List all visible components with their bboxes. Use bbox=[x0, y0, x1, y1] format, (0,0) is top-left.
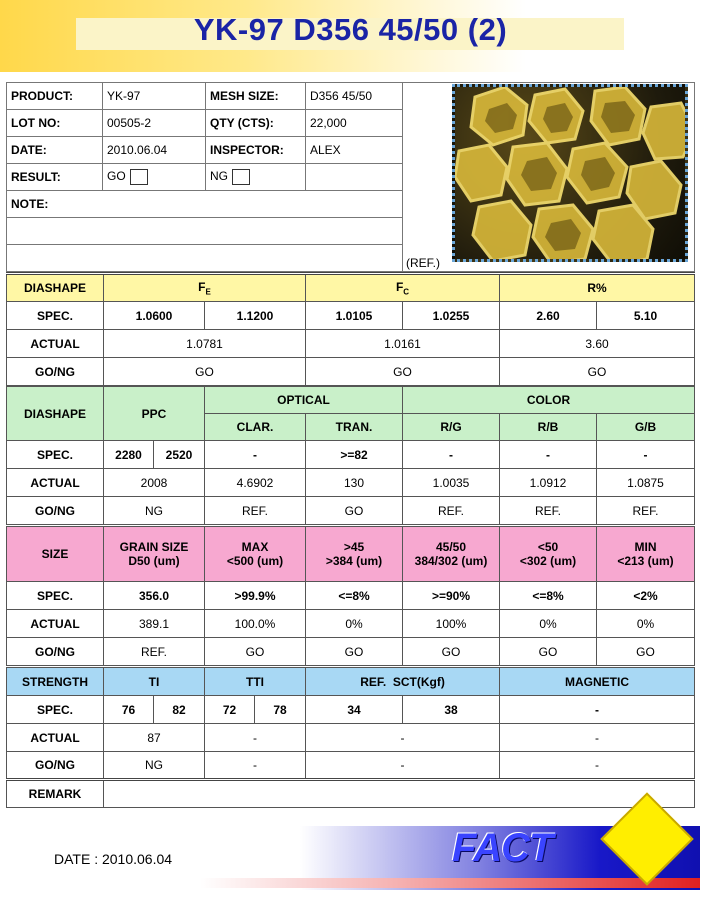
spec-value: >=82 bbox=[306, 441, 403, 469]
spec-value: 2520 bbox=[154, 441, 205, 469]
gong-value: NG bbox=[104, 497, 205, 525]
gong-value: - bbox=[306, 752, 500, 780]
diashape-header: DIASHAPE bbox=[7, 274, 104, 302]
gong-value: GO bbox=[403, 638, 500, 666]
actual-value: 1.0035 bbox=[403, 469, 500, 497]
spec-value: 2.60 bbox=[500, 302, 597, 330]
actual-value: 4.6902 bbox=[205, 469, 306, 497]
spec-value: 1.0105 bbox=[306, 302, 403, 330]
min-header: MIN <213 (um) bbox=[597, 527, 695, 582]
spec-value: 2280 bbox=[104, 441, 154, 469]
spec-value: - bbox=[205, 441, 306, 469]
note-line[interactable] bbox=[7, 245, 403, 272]
actual-value: 3.60 bbox=[500, 330, 695, 358]
gong-value: GO bbox=[500, 358, 695, 386]
actual-label: ACTUAL bbox=[7, 469, 104, 497]
gong-value: REF. bbox=[500, 497, 597, 525]
spec-value: 5.10 bbox=[597, 302, 695, 330]
inspector-label: INSPECTOR: bbox=[206, 137, 306, 164]
gong-value: NG bbox=[104, 752, 205, 780]
actual-value: - bbox=[205, 724, 306, 752]
max-header: MAX <500 (um) bbox=[205, 527, 306, 582]
fact-logo: FACT bbox=[452, 826, 553, 870]
note-line[interactable] bbox=[7, 218, 403, 245]
remark-field[interactable] bbox=[104, 780, 695, 808]
optical-header: OPTICAL bbox=[205, 387, 403, 414]
rg-header: R/G bbox=[403, 414, 500, 441]
actual-value: 389.1 bbox=[104, 610, 205, 638]
spec-label: SPEC. bbox=[7, 302, 104, 330]
mesh-label: MESH SIZE: bbox=[206, 83, 306, 110]
actual-value: - bbox=[306, 724, 500, 752]
actual-value: 1.0912 bbox=[500, 469, 597, 497]
gong-value: REF. bbox=[403, 497, 500, 525]
strength-header: STRENGTH bbox=[7, 668, 104, 696]
spec-value: 356.0 bbox=[104, 582, 205, 610]
spec-value: >99.9% bbox=[205, 582, 306, 610]
actual-value: 87 bbox=[104, 724, 205, 752]
mesh-45-50-header: 45/50 384/302 (um) bbox=[403, 527, 500, 582]
spec-value: >=90% bbox=[403, 582, 500, 610]
spec-value: <2% bbox=[597, 582, 695, 610]
actual-value: 1.0161 bbox=[306, 330, 500, 358]
remark-label: REMARK bbox=[7, 780, 104, 808]
spec-value: - bbox=[597, 441, 695, 469]
sct-header: REF. SCT(Kgf) bbox=[306, 668, 500, 696]
diamond-crystals-photo bbox=[452, 84, 688, 262]
magnetic-header: MAGNETIC bbox=[500, 668, 695, 696]
actual-value: 1.0781 bbox=[104, 330, 306, 358]
spec-value: - bbox=[403, 441, 500, 469]
spec-label: SPEC. bbox=[7, 582, 104, 610]
gong-value: GO bbox=[306, 497, 403, 525]
diashape-header: DIASHAPE bbox=[7, 387, 104, 441]
gong-value: - bbox=[205, 752, 306, 780]
gb-header: G/B bbox=[597, 414, 695, 441]
crystal-image bbox=[455, 87, 687, 261]
result-go bbox=[103, 164, 206, 191]
mesh-value: D356 45/50 bbox=[306, 83, 403, 110]
qty-label: QTY (CTS): bbox=[206, 110, 306, 137]
spec-value: <=8% bbox=[500, 582, 597, 610]
gong-value: REF. bbox=[597, 497, 695, 525]
actual-value: 0% bbox=[597, 610, 695, 638]
size-distribution-table bbox=[6, 526, 695, 666]
actual-value: - bbox=[500, 724, 695, 752]
spec-value: 34 bbox=[306, 696, 403, 724]
spec-value: 1.0255 bbox=[403, 302, 500, 330]
gong-label: GO/NG bbox=[7, 638, 104, 666]
qty-value: 22,000 bbox=[306, 110, 403, 137]
result-ng bbox=[206, 164, 306, 191]
gong-value: GO bbox=[306, 358, 500, 386]
note-label: NOTE: bbox=[7, 191, 403, 218]
spec-value: - bbox=[500, 441, 597, 469]
product-value: YK-97 bbox=[103, 83, 206, 110]
ng-label: NG bbox=[210, 169, 228, 184]
gong-value: REF. bbox=[205, 497, 306, 525]
footer-date: DATE : 2010.06.04 bbox=[54, 851, 173, 867]
strength-table bbox=[6, 667, 695, 808]
actual-value: 0% bbox=[500, 610, 597, 638]
spec-value: 38 bbox=[403, 696, 500, 724]
tti-header: TTI bbox=[205, 668, 306, 696]
spec-label: SPEC. bbox=[7, 441, 104, 469]
gong-label: GO/NG bbox=[7, 497, 104, 525]
actual-label: ACTUAL bbox=[7, 330, 104, 358]
gong-value: - bbox=[500, 752, 695, 780]
inspector-value: ALEX bbox=[306, 137, 403, 164]
gong-value: GO bbox=[306, 638, 403, 666]
spec-value: 76 bbox=[104, 696, 154, 724]
spec-value: 1.0600 bbox=[104, 302, 205, 330]
actual-value: 130 bbox=[306, 469, 403, 497]
actual-value: 0% bbox=[306, 610, 403, 638]
fe-header: $F_E$ bbox=[104, 274, 306, 302]
gong-value: GO bbox=[205, 638, 306, 666]
date-label: DATE: bbox=[7, 137, 103, 164]
gong-label: GO/NG bbox=[7, 752, 104, 780]
size-header: SIZE bbox=[7, 527, 104, 582]
tran-header: TRAN. bbox=[306, 414, 403, 441]
gong-value: GO bbox=[597, 638, 695, 666]
spec-value: - bbox=[500, 696, 695, 724]
rb-header: R/B bbox=[500, 414, 597, 441]
lot-label: LOT NO: bbox=[7, 110, 103, 137]
under50-header: <50 <302 (um) bbox=[500, 527, 597, 582]
go-checkbox[interactable] bbox=[130, 169, 148, 185]
product-label: PRODUCT: bbox=[7, 83, 103, 110]
result-label: RESULT: bbox=[7, 164, 103, 191]
gong-value: GO bbox=[500, 638, 597, 666]
actual-label: ACTUAL bbox=[7, 724, 104, 752]
ng-checkbox[interactable] bbox=[232, 169, 250, 185]
ti-header: TI bbox=[104, 668, 205, 696]
photo-ref-caption: (REF.) bbox=[406, 256, 440, 270]
grain-size-header: GRAIN SIZE D50 (um) bbox=[104, 527, 205, 582]
actual-label: ACTUAL bbox=[7, 610, 104, 638]
gong-value: REF. bbox=[104, 638, 205, 666]
r-percent-header: R% bbox=[500, 274, 695, 302]
diashape-fe-fc-table bbox=[6, 272, 695, 386]
spec-value: 1.1200 bbox=[205, 302, 306, 330]
gong-label: GO/NG bbox=[7, 358, 104, 386]
page-title: YK-97 D356 45/50 (2) bbox=[193, 12, 508, 47]
ppc-header: PPC bbox=[104, 387, 205, 441]
fc-header: $F_C$ bbox=[306, 274, 500, 302]
diashape-optical-color-table bbox=[6, 386, 695, 525]
color-header: COLOR bbox=[403, 387, 695, 414]
spec-label: SPEC. bbox=[7, 696, 104, 724]
clar-header: CLAR. bbox=[205, 414, 306, 441]
date-value: 2010.06.04 bbox=[103, 137, 206, 164]
actual-value: 100.0% bbox=[205, 610, 306, 638]
actual-value: 2008 bbox=[104, 469, 205, 497]
spec-value: <=8% bbox=[306, 582, 403, 610]
go-label: GO bbox=[107, 169, 126, 184]
actual-value: 100% bbox=[403, 610, 500, 638]
spec-value: 82 bbox=[154, 696, 205, 724]
spec-value: 78 bbox=[255, 696, 306, 724]
lot-value: 00505-2 bbox=[103, 110, 206, 137]
over45-header: >45 >384 (um) bbox=[306, 527, 403, 582]
actual-value: 1.0875 bbox=[597, 469, 695, 497]
gong-value: GO bbox=[104, 358, 306, 386]
footer-red-stripe bbox=[200, 878, 700, 888]
spec-value: 72 bbox=[205, 696, 255, 724]
